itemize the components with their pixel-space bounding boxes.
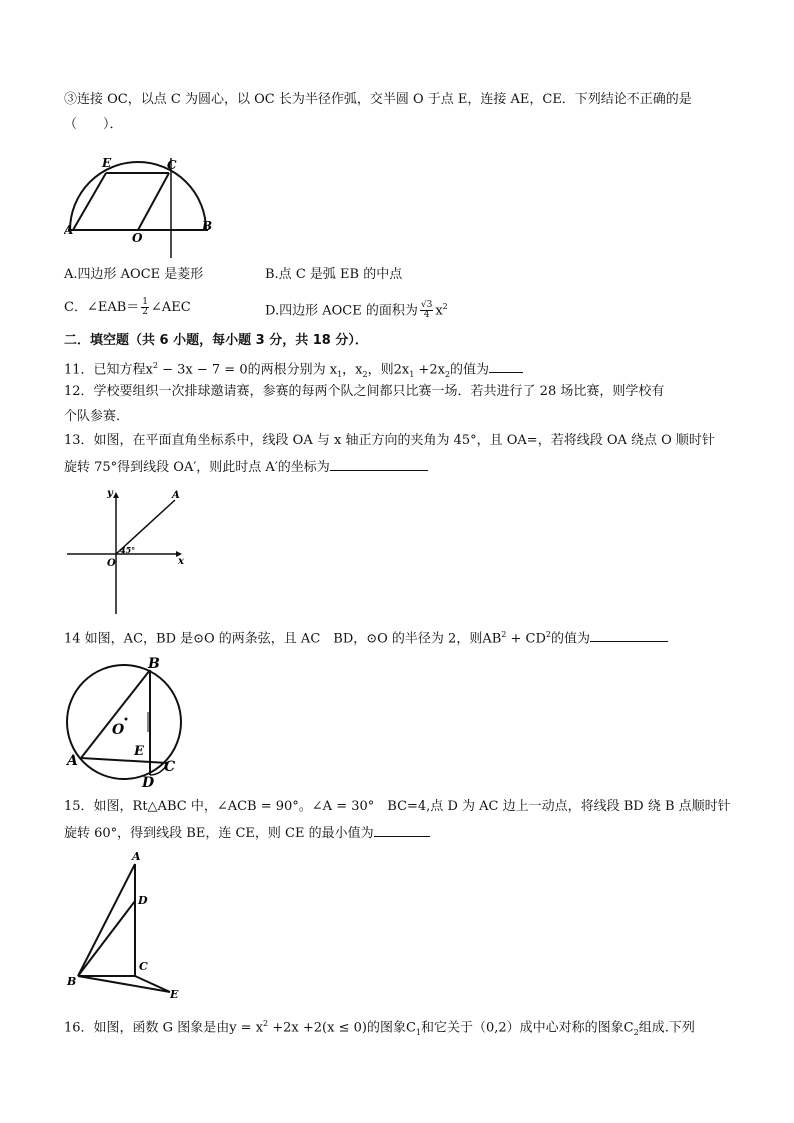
- segment-bd: [78, 901, 135, 976]
- q10-option-b: B.点 C 是弧 EB 的中点: [265, 267, 403, 282]
- q14-text: 14 如图，AC，BD 是⊙O 的两条弦，且 AC BD，⊙O 的半径为 2，则$AB^2 + CD^2$的值为: [64, 626, 668, 648]
- option-d-suffix: x: [435, 303, 443, 319]
- q12-line1: 12．学校要组织一次排球邀请赛，参赛的每两个队之间都只比赛一场．若共进行了 28 场比赛，则学校有: [64, 384, 665, 399]
- y-axis-arrow: [113, 492, 119, 498]
- label-e: E: [134, 744, 144, 759]
- option-d-prefix: D.四边形 AOCE 的面积为: [265, 303, 418, 319]
- label-angle: 45°: [120, 545, 136, 555]
- label-a: A: [64, 223, 74, 237]
- label-o: O: [107, 558, 116, 569]
- label-o: O: [112, 722, 125, 738]
- segment-ab: [78, 864, 135, 976]
- section-2-heading: 二．填空题（共 6 小题，每小题 3 分，共 18 分）．: [64, 333, 368, 348]
- q16-text: 16．如图，函数 G 图象是由$y = x^2 +2x +2(x \le 0)$的图象$C_1$和它关于（0,2）成中心对称的图象$C_2$组成.下列: [64, 1019, 695, 1037]
- q15-triangle-figure: [64, 846, 186, 1004]
- q13-line2: 旋转 75°得到线段 OA′，则此时点 A′的坐标为: [64, 458, 428, 477]
- option-c-prefix: C．∠EAB＝: [64, 300, 140, 315]
- segment-be: [78, 976, 170, 992]
- q10-option-a: A.四边形 AOCE 是菱形: [64, 267, 204, 282]
- option-c-suffix: ∠AEC: [151, 300, 191, 315]
- fraction-one-half: $\frac{1}{2}$: [142, 297, 149, 317]
- q11-answer-blank[interactable]: [489, 360, 523, 373]
- q14-answer-blank[interactable]: [590, 629, 668, 642]
- q15-answer-blank[interactable]: [374, 824, 430, 837]
- q10-option-d: [265, 298, 448, 320]
- chord-ac: [81, 758, 168, 763]
- label-y: y: [107, 488, 113, 499]
- q13-answer-blank[interactable]: [330, 458, 428, 471]
- center-dot: [125, 718, 128, 721]
- q13-coordinate-figure: [64, 484, 189, 616]
- label-c: C: [164, 759, 176, 775]
- q10-stem-line1: ③连接 OC，以点 C 为圆心，以 OC 长为半径作弧，交半圆 O 于点 E，连接 AE，CE．下列结论不正确的是: [64, 92, 692, 107]
- label-c: C: [139, 960, 148, 973]
- q15-line1: 15．如图，Rt△ABC 中，∠ACB = 90°。∠A = 30° BC=4,点 D 为 AC 边上一动点，将线段 BD 绕 B 点顺时针: [64, 799, 731, 814]
- q11-text: 11．已知方程$x^2 - 3x - 7 = 0$的两根分别为 $x_1$，$x_2$，则$2x_1 +2x_2$的值为: [64, 357, 523, 384]
- segment-oc: [138, 173, 169, 230]
- label-b: B: [67, 975, 77, 988]
- label-b: B: [148, 656, 160, 672]
- label-d: D: [138, 894, 148, 907]
- label-x: x: [178, 556, 184, 567]
- label-b: B: [202, 219, 213, 233]
- label-o: O: [132, 231, 143, 245]
- q10-option-c: [64, 298, 191, 317]
- option-d-sup: 2: [442, 302, 448, 311]
- label-c: C: [167, 158, 177, 172]
- fraction-sqrt3-over-4: $\frac{√3}{4}$: [420, 300, 433, 321]
- label-a: A: [132, 850, 141, 863]
- q10-stem-line2: （ ）．: [64, 117, 123, 132]
- label-a: A: [172, 490, 180, 501]
- q12-line2: 个队参赛．: [64, 409, 130, 424]
- q15-line2: 旋转 60°，得到线段 BE，连 CE，则 CE 的最小值为: [64, 824, 430, 843]
- label-a: A: [67, 753, 78, 769]
- q14-circle-figure: [64, 652, 194, 792]
- label-e: E: [102, 156, 112, 170]
- label-d: D: [142, 775, 155, 791]
- q10-semicircle-figure: [64, 138, 216, 263]
- label-e: E: [170, 988, 179, 1001]
- q13-line1: 13．如图，在平面直角坐标系中，线段 OA 与 x 轴正方向的夹角为 45°，且 OA=，若将线段 OA 绕点 O 顺时针: [64, 433, 715, 448]
